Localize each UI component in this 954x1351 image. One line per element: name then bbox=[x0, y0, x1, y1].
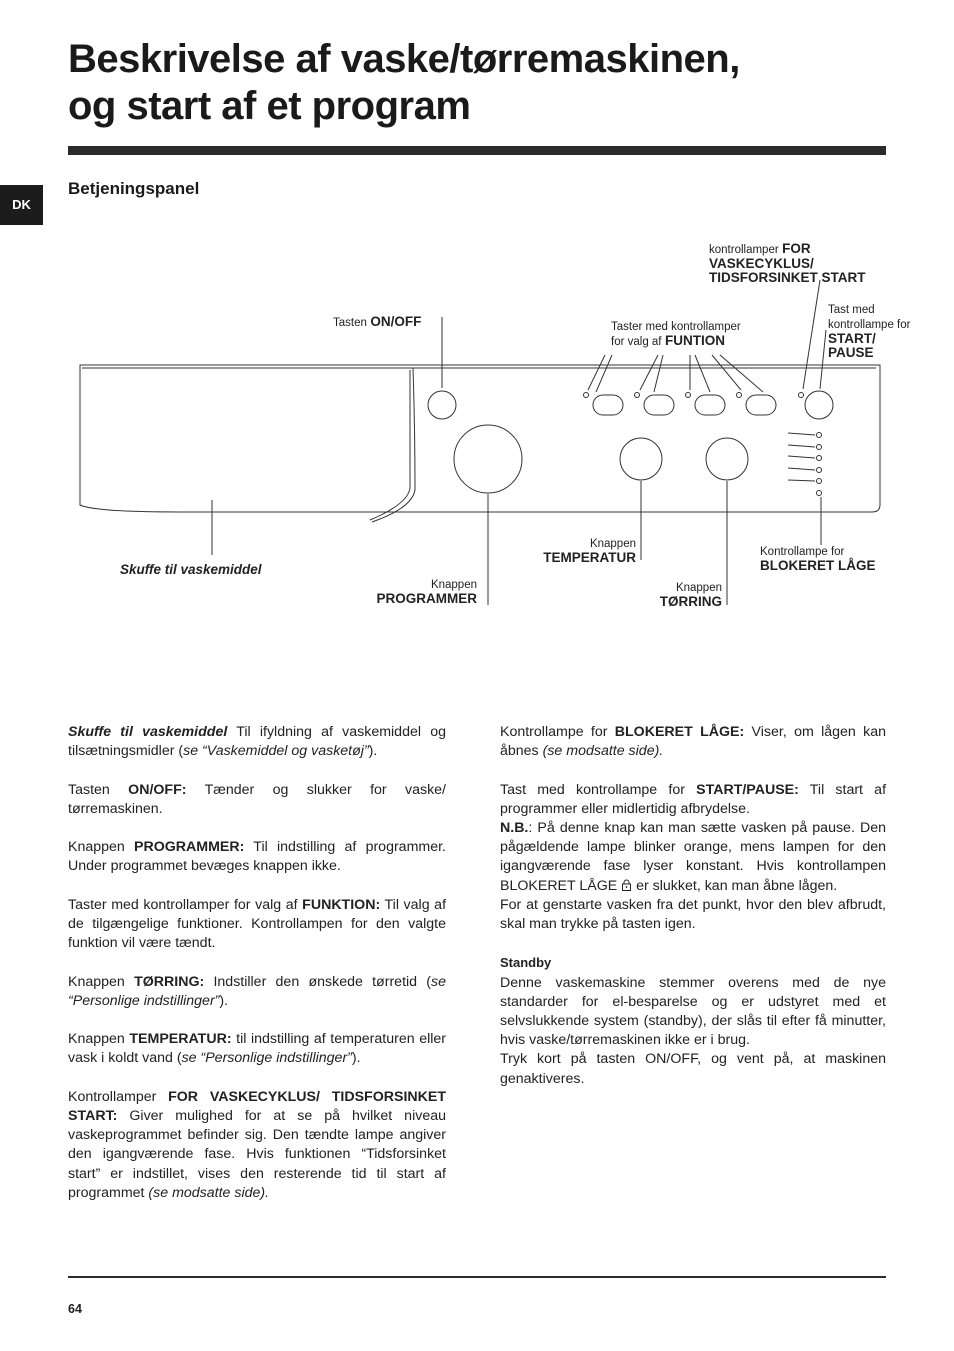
leader-func-2 bbox=[640, 355, 663, 392]
page-title-line2: og start af et program bbox=[68, 84, 471, 128]
standby-heading: Standby bbox=[500, 955, 552, 971]
function-button-1 bbox=[593, 395, 623, 415]
title-rule bbox=[68, 146, 886, 155]
start-pause-button-shape bbox=[805, 391, 833, 419]
para-program: Knappen PROGRAMMER: Til indstilling af programmer. Under programmet bevæges knappen ikke. bbox=[68, 839, 446, 875]
para-function: Taster med kontrollamper for valg af FUNKTION: Til valg af de tilgængelige funktioner. Kontrollampen for den valgte funktion vil være tændt. bbox=[68, 896, 447, 952]
function-lamp-1 bbox=[584, 393, 589, 398]
panel-outline bbox=[80, 365, 880, 512]
function-button-4 bbox=[746, 395, 776, 415]
label-lock: Kontrollampe for BLOKERET LÅGE bbox=[760, 546, 876, 573]
label-onoff: Tasten ON/OFF bbox=[333, 314, 422, 329]
function-button-3 bbox=[695, 395, 725, 415]
lock-lamp bbox=[817, 491, 822, 496]
page-title bbox=[68, 36, 740, 130]
label-drying: Knappen TØRRING bbox=[659, 582, 722, 609]
lock-icon bbox=[621, 879, 632, 891]
phase-lamp-5 bbox=[817, 479, 822, 484]
program-knob-shape bbox=[454, 425, 522, 493]
page-number: 64 bbox=[68, 1302, 82, 1316]
para-phase-lamps: Kontrollamper FOR VASKECYKLUS/ TIDSFORSINKET START: Giver mulighed for at se på hvilket niveau vaskeprogrammet befinder sig. Den tændte lampe angiver den igangværende fase. Hvis funktionen “Tidsforsinket start” er indstillet, vises den resterende tid til start af programmet (se modsatte side). bbox=[68, 1088, 447, 1201]
para-drawer: Skuffe til vaskemiddel Til ifyldning af vaskemiddel og tilsætningsmidler (se “Vaskemiddel og vasketøj”). bbox=[68, 724, 446, 760]
phase-lamp-2 bbox=[817, 445, 822, 450]
drying-knob-shape bbox=[706, 438, 748, 480]
leader-func-3 bbox=[690, 355, 710, 392]
phase-lamp-3 bbox=[817, 456, 822, 461]
page-title-line1: Beskrivelse af vaske/tørremaskinen, bbox=[68, 37, 740, 81]
label-function: Taster med kontrollamper for valg af FUNTION bbox=[611, 321, 741, 348]
para-standby: Standby Denne vaskemaskine stemmer overens med de nye standarder for el-besparelse og er udstyret med et selvslukkende system (standby), der slås til efter få minutter, hvis vaske/tørremaskinen ikke er i brug. Tryk kort på tasten ON/OFF, og vent på, at maskinen genaktiveres. bbox=[500, 955, 886, 1087]
leader-func-4 bbox=[712, 355, 763, 392]
onoff-button-shape bbox=[428, 391, 456, 419]
para-onoff: Tasten ON/OFF: Tænder og slukker for vaske/ tørremaskinen. bbox=[68, 781, 446, 817]
temperature-knob-shape bbox=[620, 438, 662, 480]
section-title: Betjeningspanel bbox=[68, 179, 200, 198]
start-lamp bbox=[799, 393, 804, 398]
label-phase-lamps: kontrollamper FOR VASKECYKLUS/ TIDSFORSINKET START bbox=[709, 241, 866, 285]
function-button-2 bbox=[644, 395, 674, 415]
label-program: Knappen PROGRAMMER bbox=[376, 579, 477, 606]
leader-phase-lamps bbox=[803, 280, 820, 389]
function-lamp-3 bbox=[686, 393, 691, 398]
control-panel-diagram bbox=[0, 230, 954, 650]
para-temperature: Knappen TEMPERATUR: til indstilling af temperaturen eller vask i koldt vand (se “Personlige indstillinger”). bbox=[68, 1031, 447, 1067]
label-temperature: Knappen TEMPERATUR bbox=[543, 538, 636, 565]
leader-start bbox=[820, 330, 826, 389]
footer-rule bbox=[68, 1276, 886, 1278]
phase-lamp-4 bbox=[817, 468, 822, 473]
para-lock: Kontrollampe for BLOKERET LÅGE: Viser, om lågen kan åbnes (se modsatte side). bbox=[500, 724, 886, 760]
right-column bbox=[500, 723, 886, 1108]
para-drying: Knappen TØRRING: Indstiller den ønskede tørretid (se “Personlige indstillinger”). bbox=[68, 973, 447, 1009]
para-start-pause: Tast med kontrollampe for START/PAUSE: Til start af programmer eller midlertidig afbrydelse. N.B.: På denne knap kan man sætte vasken på pause. Den pågældende lampe blinker orange, mens lampen for den igangværende fase lyser konstant. Hvis kontrollampen BLOKERET LÅGE er slukket, kan man åbne lågen. For at genstarte vasken fra det punkt, hvor den blev afbrudt, skal man trykke på tasten igen. bbox=[500, 781, 887, 933]
phase-lamp-1 bbox=[817, 433, 822, 438]
language-tab: DK bbox=[0, 185, 43, 225]
label-drawer: Skuffe til vaskemiddel bbox=[120, 562, 262, 577]
leader-func-1 bbox=[588, 355, 612, 392]
left-column bbox=[68, 723, 446, 1222]
phase-leaders bbox=[788, 433, 815, 481]
function-lamp-2 bbox=[635, 393, 640, 398]
drawer-separator bbox=[370, 368, 415, 522]
label-start-pause: Tast med kontrollampe for START/ PAUSE bbox=[828, 304, 911, 360]
function-lamp-4 bbox=[737, 393, 742, 398]
